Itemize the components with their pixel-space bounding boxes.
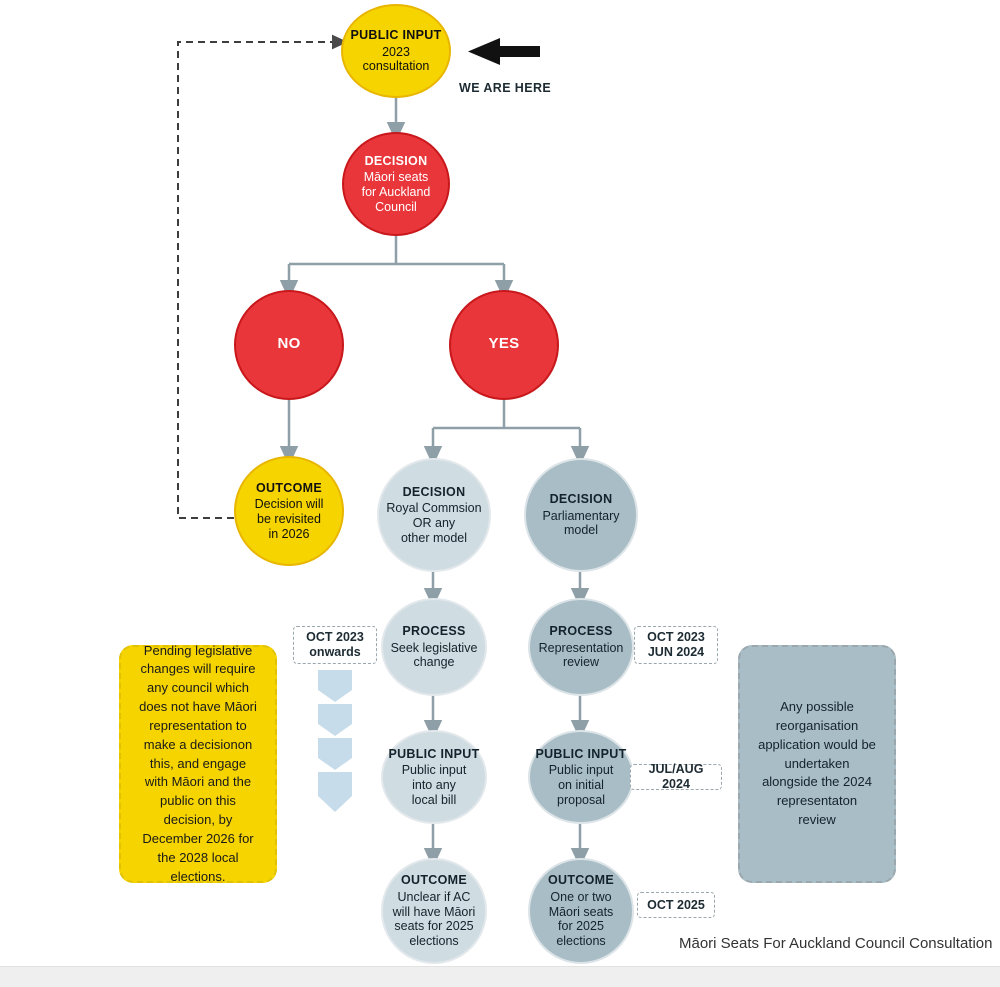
node-body: Māori seats for Auckland Council — [361, 170, 431, 214]
node-outcome-one-or-two[interactable] — [528, 858, 634, 964]
node-title: DECISION — [402, 484, 466, 499]
diagram-caption: Māori Seats For Auckland Council Consultation — [679, 935, 993, 952]
chip-line-2: onwards — [309, 645, 361, 659]
node-body: Representation review — [538, 640, 624, 670]
node-process-legislative-change[interactable] — [381, 598, 487, 696]
callout-pending-legislation — [119, 642, 277, 884]
chip-oct-2025 — [637, 892, 715, 918]
callout-text: Any possible reorganisation application would be undertaken alongside the 2024 representaton review — [758, 699, 876, 828]
node-title: PROCESS — [549, 623, 613, 638]
node-body: Seek legislative change — [390, 640, 478, 670]
node-body: Public input on initial proposal — [548, 763, 614, 807]
node-body: Royal Commsion OR any other model — [386, 501, 482, 545]
chip-line-1: OCT 2025 — [647, 897, 705, 912]
node-title: PUBLIC INPUT — [350, 27, 442, 42]
node-body: Parliamentary model — [542, 508, 620, 538]
node-outcome-revisited-2026[interactable] — [234, 456, 344, 566]
chevron-stack — [318, 670, 352, 812]
node-body: One or two Māori seats for 2025 elections — [548, 889, 614, 949]
node-public-input-local-bill[interactable] — [381, 730, 487, 824]
node-title: PROCESS — [402, 623, 466, 638]
chip-line-1: OCT 2023 — [306, 630, 364, 644]
node-public-input-initial-proposal[interactable] — [528, 730, 634, 824]
node-body: Unclear if AC will have Māori seats for 2025 elections — [392, 889, 476, 949]
chip-oct-2023-onwards — [293, 626, 377, 664]
chip-line-1: JUL/AUG 2024 — [648, 762, 704, 791]
node-title: DECISION — [364, 153, 428, 168]
we-are-here-arrow — [468, 38, 540, 65]
node-title: YES — [488, 335, 520, 353]
node-title: PUBLIC INPUT — [535, 746, 627, 761]
node-body: 2023 consultation — [362, 44, 430, 74]
bottom-bar — [0, 966, 1000, 987]
node-title: OUTCOME — [548, 873, 614, 888]
chip-jul-aug-2024 — [630, 764, 722, 790]
chip-oct-2023-jun-2024 — [634, 626, 718, 664]
chip-line-1: OCT 2023 — [647, 630, 705, 644]
node-decision-parliamentary[interactable] — [524, 458, 638, 572]
node-title: PUBLIC INPUT — [388, 746, 480, 761]
node-public-input-2023[interactable] — [341, 4, 451, 98]
node-title: NO — [277, 335, 301, 353]
node-decision-royal-commission[interactable] — [377, 458, 491, 572]
chip-line-2: JUN 2024 — [647, 645, 705, 659]
callout-reorganisation — [738, 645, 896, 883]
node-outcome-unclear-ac[interactable] — [381, 858, 487, 964]
node-title: OUTCOME — [256, 480, 322, 495]
we-are-here-label: WE ARE HERE — [459, 81, 552, 95]
callout-text: Pending legislative changes will require any council which does not have Māori representation to make a decisionon this, and engage with Māori and the public on this decision, by December 2026 for the 2028 local elections. — [139, 642, 257, 884]
node-decision-maori-seats[interactable] — [342, 132, 450, 236]
node-no[interactable] — [234, 290, 344, 400]
node-body: Decision will be revisited in 2026 — [254, 497, 324, 541]
node-title: OUTCOME — [401, 873, 467, 888]
node-yes[interactable] — [449, 290, 559, 400]
node-process-representation-review[interactable] — [528, 598, 634, 696]
node-title: DECISION — [549, 491, 613, 506]
node-body: Public input into any local bill — [401, 763, 467, 807]
